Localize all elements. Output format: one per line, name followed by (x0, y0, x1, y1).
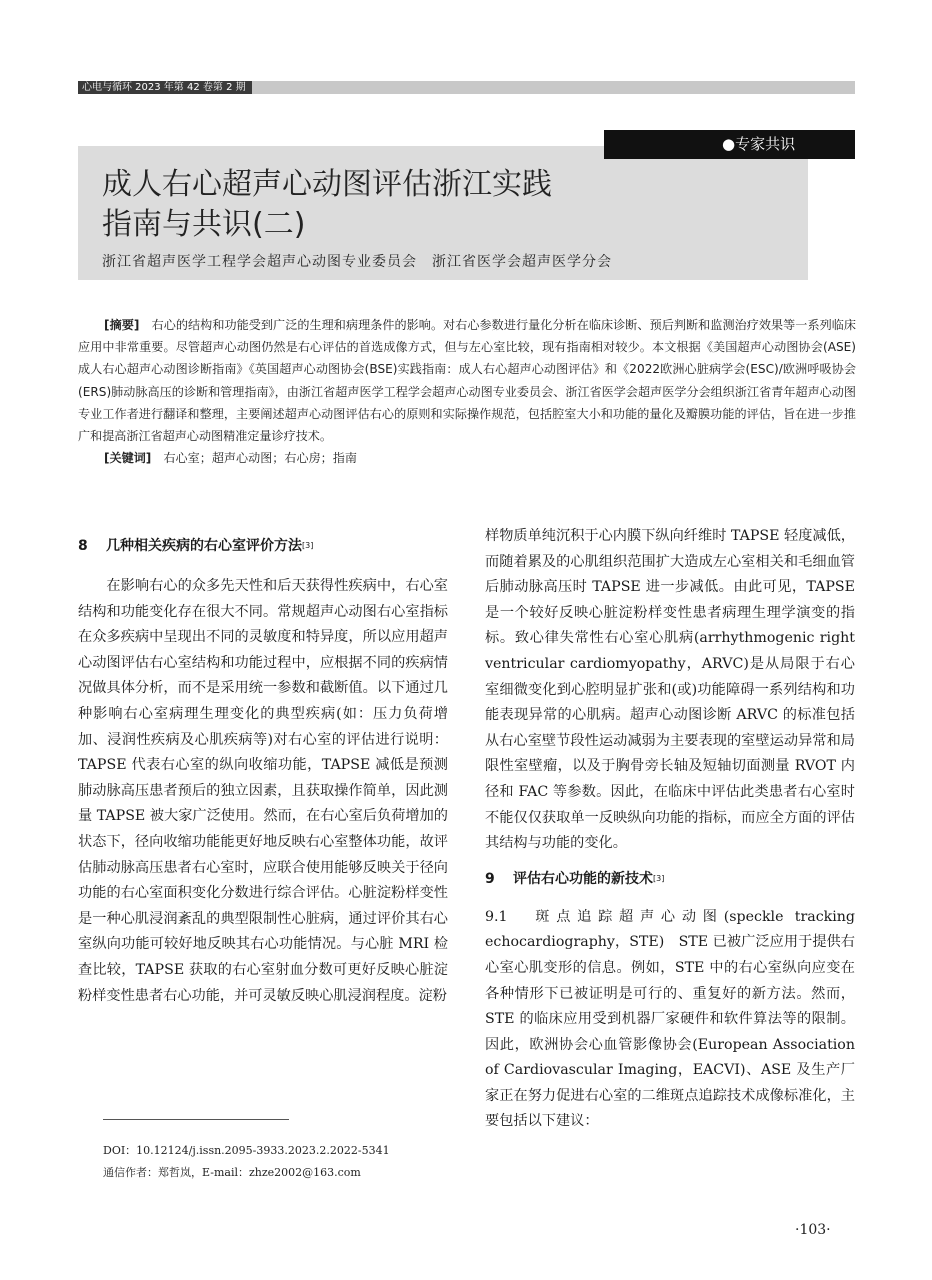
corresponding-author-line: 通信作者：郑哲岚，E-mail：zhze2002@163.com (103, 1166, 361, 1179)
article-title (102, 165, 702, 245)
section-9-ref: [3] (653, 873, 665, 883)
section-9-title: 评估右心功能的新技术 (513, 870, 653, 887)
abstract-block (78, 314, 856, 469)
keywords-label: [关键词] (104, 451, 152, 466)
article-title-line1: 成人右心超声心动图评估浙江实践 (102, 167, 552, 202)
article-title-line2: 指南与共识(二) (102, 207, 306, 242)
author-affiliations: 浙江省超声医学工程学会超声心动图专业委员会 浙江省医学会超声医学分会 (102, 254, 612, 270)
section-9-heading (485, 869, 855, 889)
journal-issue-tag: 心电与循环 2023 年第 42 卷第 2 期 (78, 81, 252, 94)
section-8-paragraph-continued: 样物质单纯沉积于心内膜下纵向纤维时 TAPSE 轻度减低，而随着累及的心肌组织范围扩大造成左心室相关和毛细血管后肺动脉高压时 TAPSE 进一步减低。由此可见，TAPSE 是一个较好反映心脏淀粉样变性患者病理生理学演变的指标。致心律失常性右心室心肌病(arrhythmogenic right ventricular cardiomyopathy，ARVC)是从局限于右心室细微变化到心腔明显扩张和(或)功能障碍一系列结构和功能表现异常的心肌病。超声心动图诊断 ARVC 的标准包括从右心室壁节段性运动减弱为主要表现的室壁运动异常和局限性室壁瘤，以及于胸骨旁长轴及短轴切面测量 RVOT 内径和 FAC 等参数。因此，在临床中评估此类患者右心室时不能仅仅获取单一反映纵向功能的指标，而应全方面的评估其结构与功能的变化。 (485, 528, 855, 852)
abstract-paragraph (78, 314, 856, 447)
footnotes (103, 1140, 463, 1184)
section-8-ref: [3] (302, 541, 314, 550)
section-8-paragraph: 在影响右心的众多先天性和后天获得性疾病中，右心室结构和功能变化存在很大不同。常规超声心动图右心室指标在众多疾病中呈现出不同的灵敏度和特异度，所以应用超声心动图评估右心室结构和功能过程中，应根据不同的疾病情况做具体分析，而不是采用统一参数和截断值。以下通过几种影响右心室病理生理变化的典型疾病(如：压力负荷增加、浸润性疾病及心肌疾病等)对右心室的评估进行说明：TAPSE 代表右心室的纵向收缩功能，TAPSE 减低是预测肺动脉高压患者预后的独立因素，且获取操作简单，因此测量 TAPSE 被大家广泛使用。然而，在右心室后负荷增加的状态下，径向收缩功能能更好地反映右心室整体功能，故评估肺动脉高压患者右心室时，应联合使用能够反映关于径向功能的右心室面积变化分数进行综合评估。心脏淀粉样变性是一种心肌浸润紊乱的典型限制性心脏病，通过评价其右心室纵向功能可较好地反映其右心功能情况。与心脏 MRI 检查比较，TAPSE 获取的右心室射血分数可更好反映心脏淀粉样变性患者右心功能，并可灵敏反映心肌浸润程度。淀粉 (78, 578, 448, 1004)
doi-line: DOI：10.12124/j.issn.2095-3933.2023.2.2022-5341 (103, 1144, 390, 1157)
left-column (78, 536, 448, 1009)
section-8-title: 几种相关疾病的右心室评价方法 (106, 538, 302, 554)
footnote-divider (103, 1119, 289, 1120)
page-number: ·103· (795, 1222, 831, 1238)
keywords-paragraph (78, 447, 856, 469)
keywords-text: 右心室；超声心动图；右心房；指南 (151, 451, 357, 466)
section-9-number: 9 (485, 870, 495, 887)
abstract-label: [摘要] (104, 318, 140, 332)
abstract-text: 右心的结构和功能受到广泛的生理和病理条件的影响。对右心参数进行量化分析在临床诊断、预后判断和监测治疗效果等一系列临床应用中非常重要。尽管超声心动图仍然是右心评估的首选成像方式，但与左心室比较，现有指南相对较少。本文根据《美国超声心动图协会(ASE)成人右心超声心动图诊断指南》《英国超声心动图协会(BSE)实践指南：成人右心超声心动图评估》和《2022欧洲心脏病学会(ESC)/欧洲呼吸协会(ERS)肺动脉高压的诊断和管理指南》，由浙江省超声医学工程学会超声心动图专业委员会、浙江省医学会超声医学分会组织浙江省青年超声心动图专业工作者进行翻译和整理，主要阐述超声心动图评估右心的原则和实际操作规范，包括腔室大小和功能的量化及瓣膜功能的评估，旨在进一步推广和提高浙江省超声心动图精准定量诊疗技术。 (78, 318, 856, 444)
section-9-1-paragraph: 9.1 斑点追踪超声心动图(speckle tracking echocardiography，STE) STE 已被广泛应用于提供右心室心肌变形的信息。例如，STE 中的右心室纵向应变在各种情形下已被证明是可行的、重复好的新方法。然而，STE 的临床应用受到机器厂家硬件和软件算法等的限制。因此，欧洲协会心血管影像协会(European Association of Cardiovascular Imaging，EACVI)、ASE 及生产厂家正在努力促进右心室的二维斑点追踪技术成像标准化，主要包括以下建议： (485, 908, 855, 1130)
right-column (485, 524, 855, 1135)
section-8-heading (78, 536, 448, 556)
section-badge: ●专家共识 (604, 130, 855, 159)
section-8-number: 8 (78, 538, 88, 554)
journal-header-bar (78, 81, 855, 94)
